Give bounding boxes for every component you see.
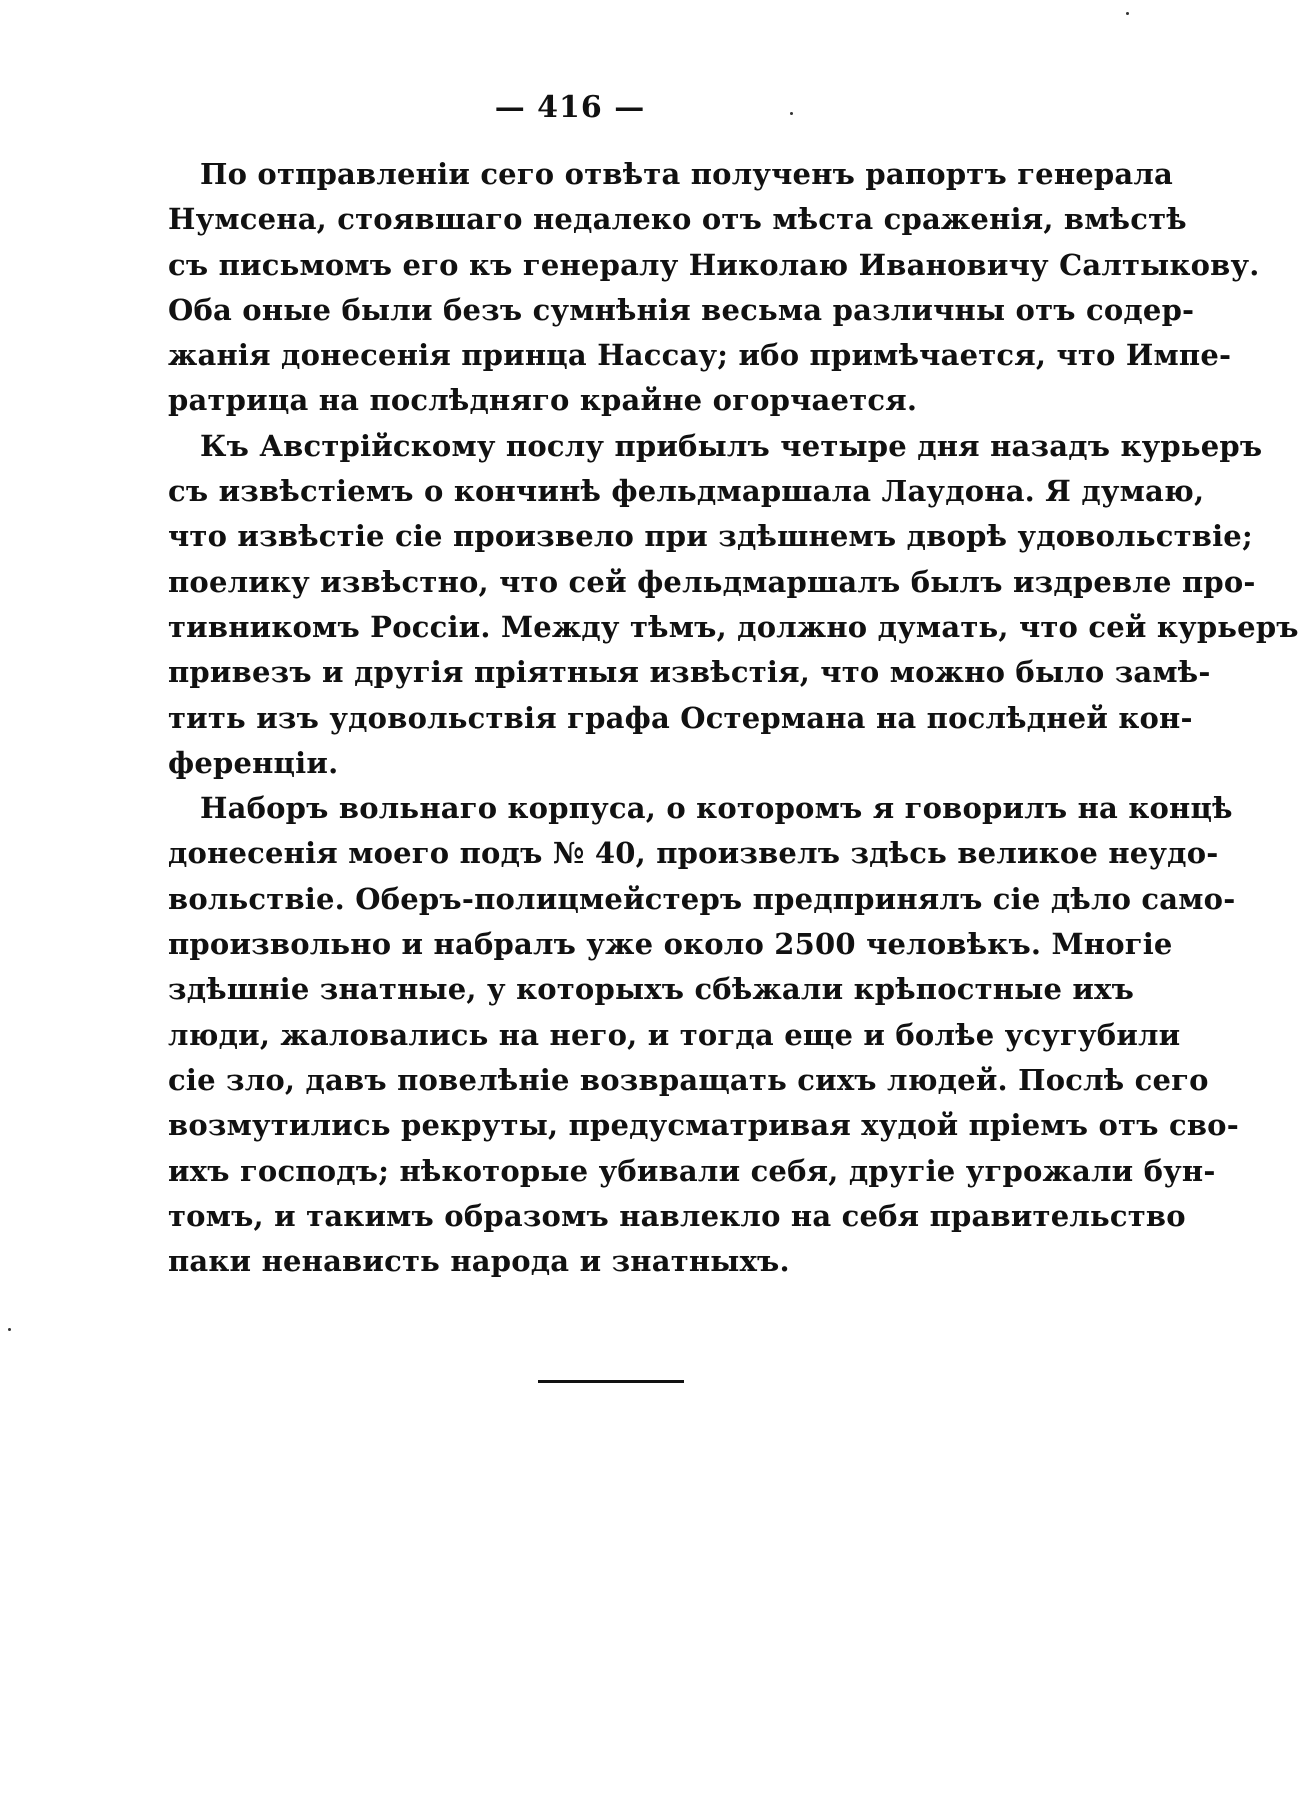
text-line: Нумсена, стоявшаго недалеко отъ мѣста сраженія, вмѣстѣ — [168, 202, 1187, 237]
paragraph-3 — [168, 786, 1239, 1284]
text-line: люди, жаловались на него, и тогда еще и болѣе усугубили — [168, 1017, 1181, 1052]
text-line: томъ, и такимъ образомъ навлекло на себя правительство — [168, 1198, 1186, 1233]
page-number: — 416 — — [494, 90, 646, 125]
text-line: возмутились рекруты, предусматривая худой пріемъ отъ сво- — [168, 1108, 1239, 1143]
paragraph-2 — [168, 424, 1299, 786]
text-line: съ извѣстіемъ о кончинѣ фельдмаршала Лаудона. Я думаю, — [168, 474, 1205, 509]
text-line: что извѣстіе сіе произвело при здѣшнемъ дворѣ удовольствіе; — [168, 519, 1253, 554]
text-line: тивникомъ Россіи. Между тѣмъ, должно думать, что сей курьеръ — [168, 609, 1299, 644]
text-line: Къ Австрійскому послу прибылъ четыре дня назадъ курьеръ — [200, 428, 1263, 463]
scan-speck — [790, 112, 793, 115]
text-line: ратрица на послѣдняго крайне огорчается. — [168, 383, 918, 418]
text-line: съ письмомъ его къ генералу Николаю Ивановичу Салтыкову. — [168, 247, 1260, 282]
text-line: поелику извѣстно, что сей фельдмаршалъ былъ издревле про- — [168, 564, 1256, 599]
text-line: жанія донесенія принца Нассау; ибо примѣчается, что Импе- — [168, 338, 1232, 373]
end-rule — [538, 1380, 684, 1383]
text-line: Наборъ вольнаго корпуса, о которомъ я говорилъ на концѣ — [200, 791, 1233, 826]
text-line: ференціи. — [168, 745, 339, 780]
text-line: ихъ господъ; нѣкоторые убивали себя, другіе угрожали бун- — [168, 1153, 1216, 1188]
paragraph-1 — [168, 152, 1260, 424]
text-line: паки ненависть народа и знатныхъ. — [168, 1244, 790, 1279]
text-line: здѣшніе знатные, у которыхъ сбѣжали крѣпостные ихъ — [168, 972, 1135, 1007]
text-line: вольствіе. Оберъ-полицмейстеръ предпринялъ сіе дѣло само- — [168, 881, 1236, 916]
text-line: По отправленіи сего отвѣта полученъ рапортъ генерала — [200, 157, 1174, 191]
scan-speck — [1126, 12, 1129, 15]
text-line: привезъ и другія пріятныя извѣстія, что можно было замѣ- — [168, 655, 1211, 690]
text-line: произвольно и набралъ уже около 2500 человѣкъ. Многіе — [168, 927, 1173, 962]
body-text — [168, 152, 1299, 1284]
text-line: тить изъ удовольствія графа Остермана на послѣдней кон- — [168, 700, 1193, 735]
scan-speck — [8, 1328, 11, 1331]
text-line: донесенія моего подъ № 40, произвелъ здѣсь великое неудо- — [168, 836, 1219, 871]
text-line: Оба оные были безъ сумнѣнія весьма различны отъ содер- — [168, 292, 1195, 327]
text-line: сіе зло, давъ повелѣніе возвращать сихъ людей. Послѣ сего — [168, 1062, 1209, 1097]
